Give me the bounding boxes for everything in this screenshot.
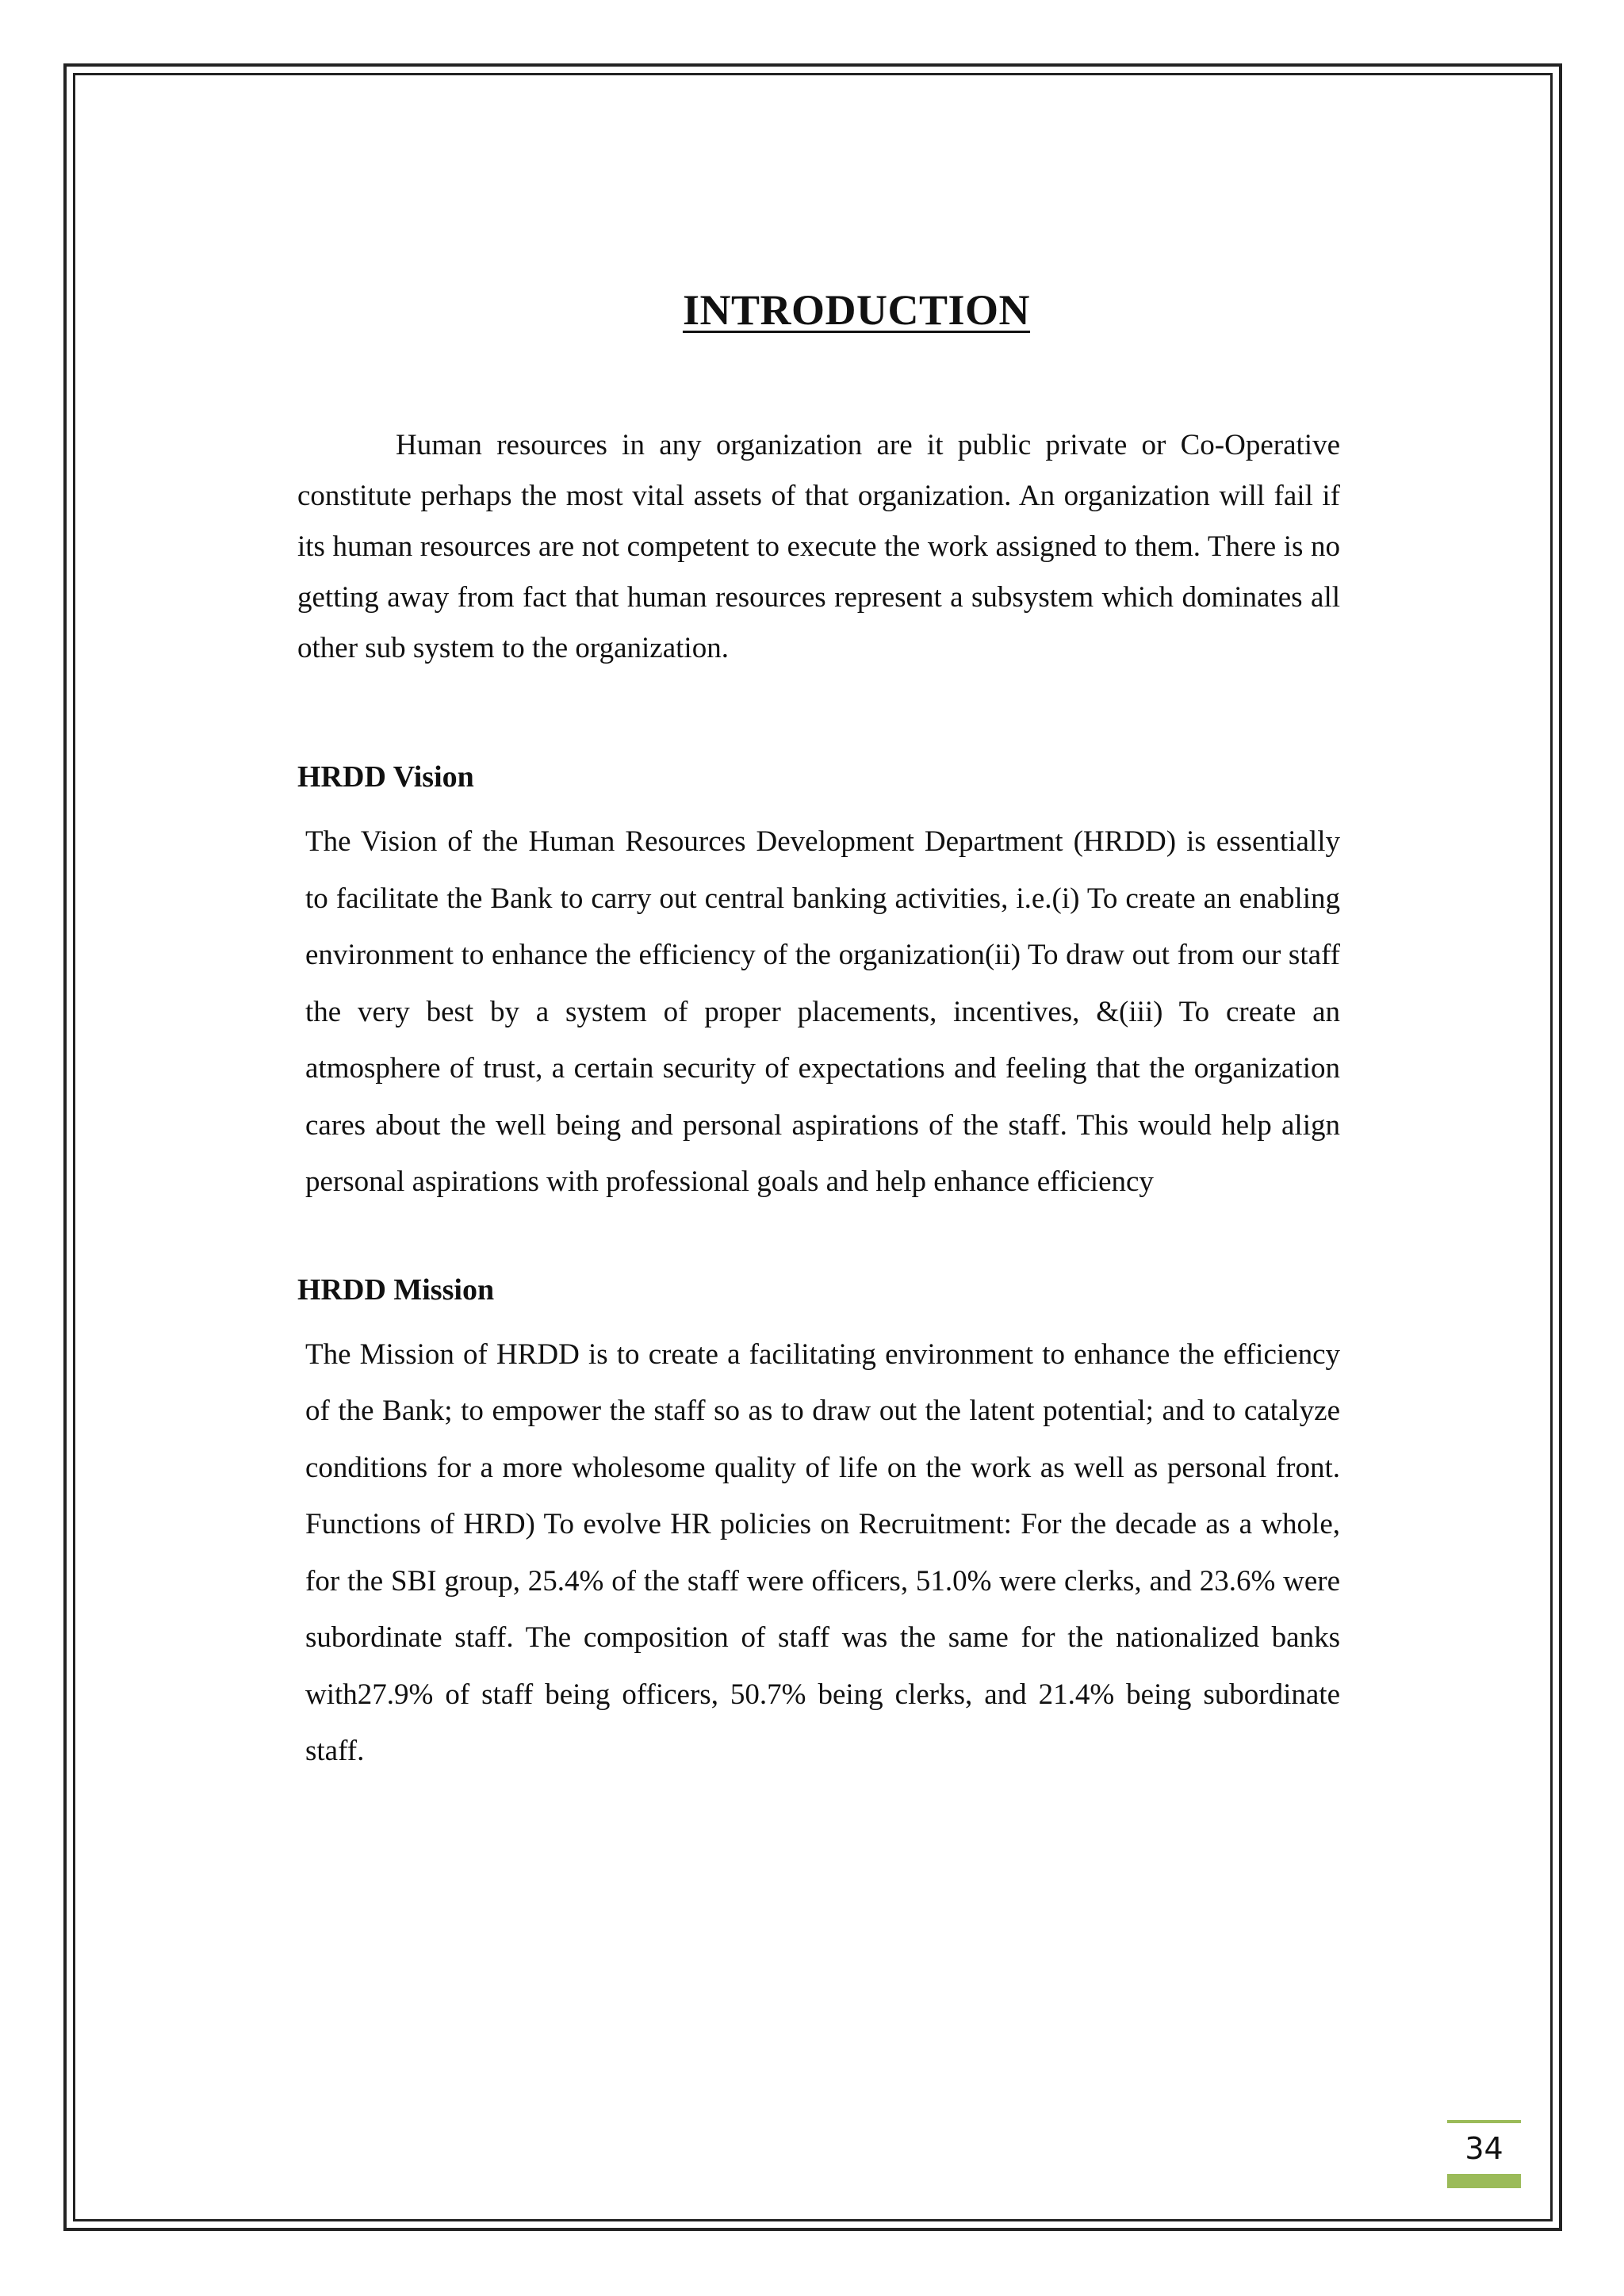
mission-paragraph: The Mission of HRDD is to create a facilitating environment to enhance the efficiency of the Bank; to empower the staff so as to draw out the latent potential; and to catalyze conditions for a more wholesome quality of life on the work as well as personal front. Functions of HRD) To evolve HR policies on Recruitment: For the decade as a whole, for the SBI group, 25.4% of the staff were officers, 51.0% were clerks, and 23.6% were subordinate staff. The composition of staff was the same for the nationalized banks with27.9% of staff being officers, 50.7% being clerks, and 21.4% being subordinate staff. [305,1337,1340,1767]
mission-heading: HRDD Mission [297,1272,495,1307]
page-number-rule-bottom [1447,2174,1521,2188]
page-content [297,285,1340,1780]
page-number: 34 [1465,2131,1503,2166]
intro-paragraph: Human resources in any organization are it public private or Co-Operative constitute perhaps the most vital assets of that organization. An organization will fail if its human resources are not competent to execute the work assigned to them. There is no getting away from fact that human resources represent a subsystem which dominates all other sub system to the organization. [297,429,1340,664]
page-title: INTRODUCTION [682,286,1031,334]
vision-paragraph: The Vision of the Human Resources Development Department (HRDD) is essentially to facilitate the Bank to carry out central banking activities, i.e.(i) To create an enabling environment to enhance the efficiency of the organization(ii) To draw out from our staff the very best by a system of proper placements, incentives, &(iii) To create an atmosphere of trust, a certain security of expectations and feeling that the organization cares about the well being and personal aspirations of the staff. This would help align personal aspirations with professional goals and help enhance efficiency [305,825,1340,1198]
page-number-block [1447,2120,1521,2188]
vision-heading: HRDD Vision [297,760,474,794]
